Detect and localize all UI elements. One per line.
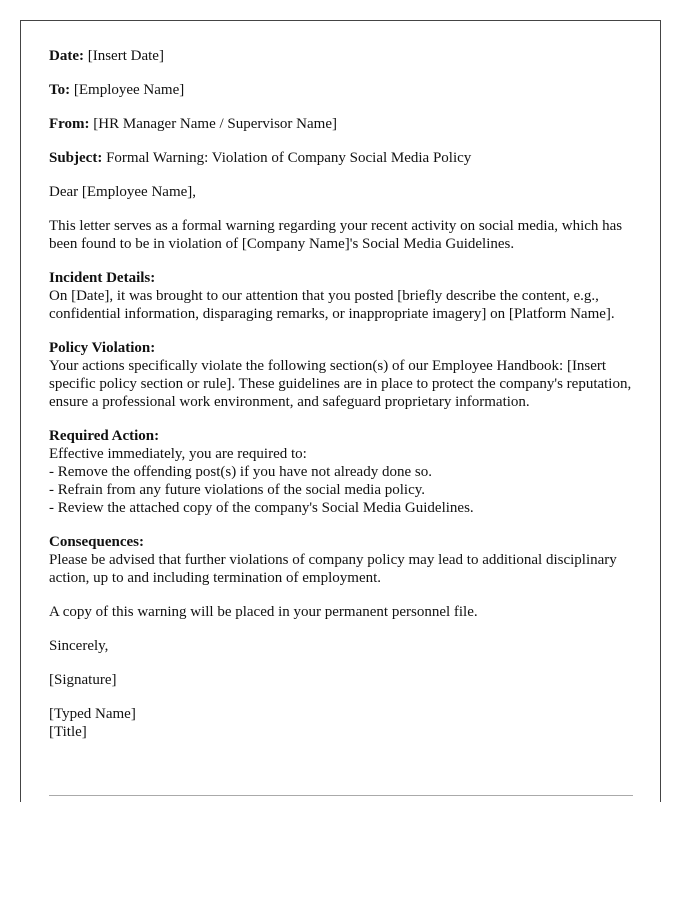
action-section xyxy=(49,427,644,517)
subject-value: Formal Warning: Violation of Company Social Media Policy xyxy=(106,150,472,166)
typed-name: [Typed Name] xyxy=(49,706,136,722)
title-line: [Title] xyxy=(49,724,87,740)
divider-line xyxy=(49,795,633,796)
violation-body: Your actions specifically violate the following section(s) of our Employee Handbook: [Insert specific policy section or rule]. These guidelines are in place to protect the company's reputation, ensure a professional work environment, and safeguard proprietary information. xyxy=(49,358,632,410)
consequences-body: Please be advised that further violations of company policy may lead to additional disciplinary action, up to and including termination of employment. xyxy=(49,552,617,586)
signatory-block xyxy=(49,705,644,741)
salutation: Dear [Employee Name], xyxy=(49,184,197,200)
incident-section xyxy=(49,269,644,323)
incident-body: On [Date], it was brought to our attention that you posted [briefly describe the content, e.g., confidential information, disparaging remarks, or inappropriate imagery] on [Platform Name]. xyxy=(49,288,615,322)
violation-title: Policy Violation: xyxy=(49,340,156,356)
action-item: - Review the attached copy of the company's Social Media Guidelines. xyxy=(49,500,474,516)
intro-paragraph: This letter serves as a formal warning regarding your recent activity on social media, which has been found to be in violation of [Company Name]'s Social Media Guidelines. xyxy=(49,218,623,252)
from-label: From: xyxy=(49,116,90,132)
warning-letter xyxy=(49,47,644,757)
to-value: [Employee Name] xyxy=(73,82,185,98)
signature-placeholder: [Signature] xyxy=(49,672,117,688)
file-note: A copy of this warning will be placed in your permanent personnel file. xyxy=(49,604,478,620)
from-value: [HR Manager Name / Supervisor Name] xyxy=(93,116,337,132)
subject-label: Subject: xyxy=(49,150,103,166)
to-line xyxy=(49,81,644,99)
date-line xyxy=(49,47,644,65)
closing: Sincerely, xyxy=(49,638,109,654)
subject-line xyxy=(49,149,644,167)
consequences-section xyxy=(49,533,644,587)
to-label: To: xyxy=(49,82,71,98)
action-item: - Refrain from any future violations of the social media policy. xyxy=(49,482,425,498)
date-value: [Insert Date] xyxy=(87,48,164,64)
from-line xyxy=(49,115,644,133)
action-item: - Remove the offending post(s) if you have not already done so. xyxy=(49,464,432,480)
consequences-title: Consequences: xyxy=(49,534,145,550)
action-title: Required Action: xyxy=(49,428,160,444)
violation-section xyxy=(49,339,644,411)
incident-title: Incident Details: xyxy=(49,270,156,286)
date-label: Date: xyxy=(49,48,84,64)
action-intro: Effective immediately, you are required to: xyxy=(49,446,307,462)
